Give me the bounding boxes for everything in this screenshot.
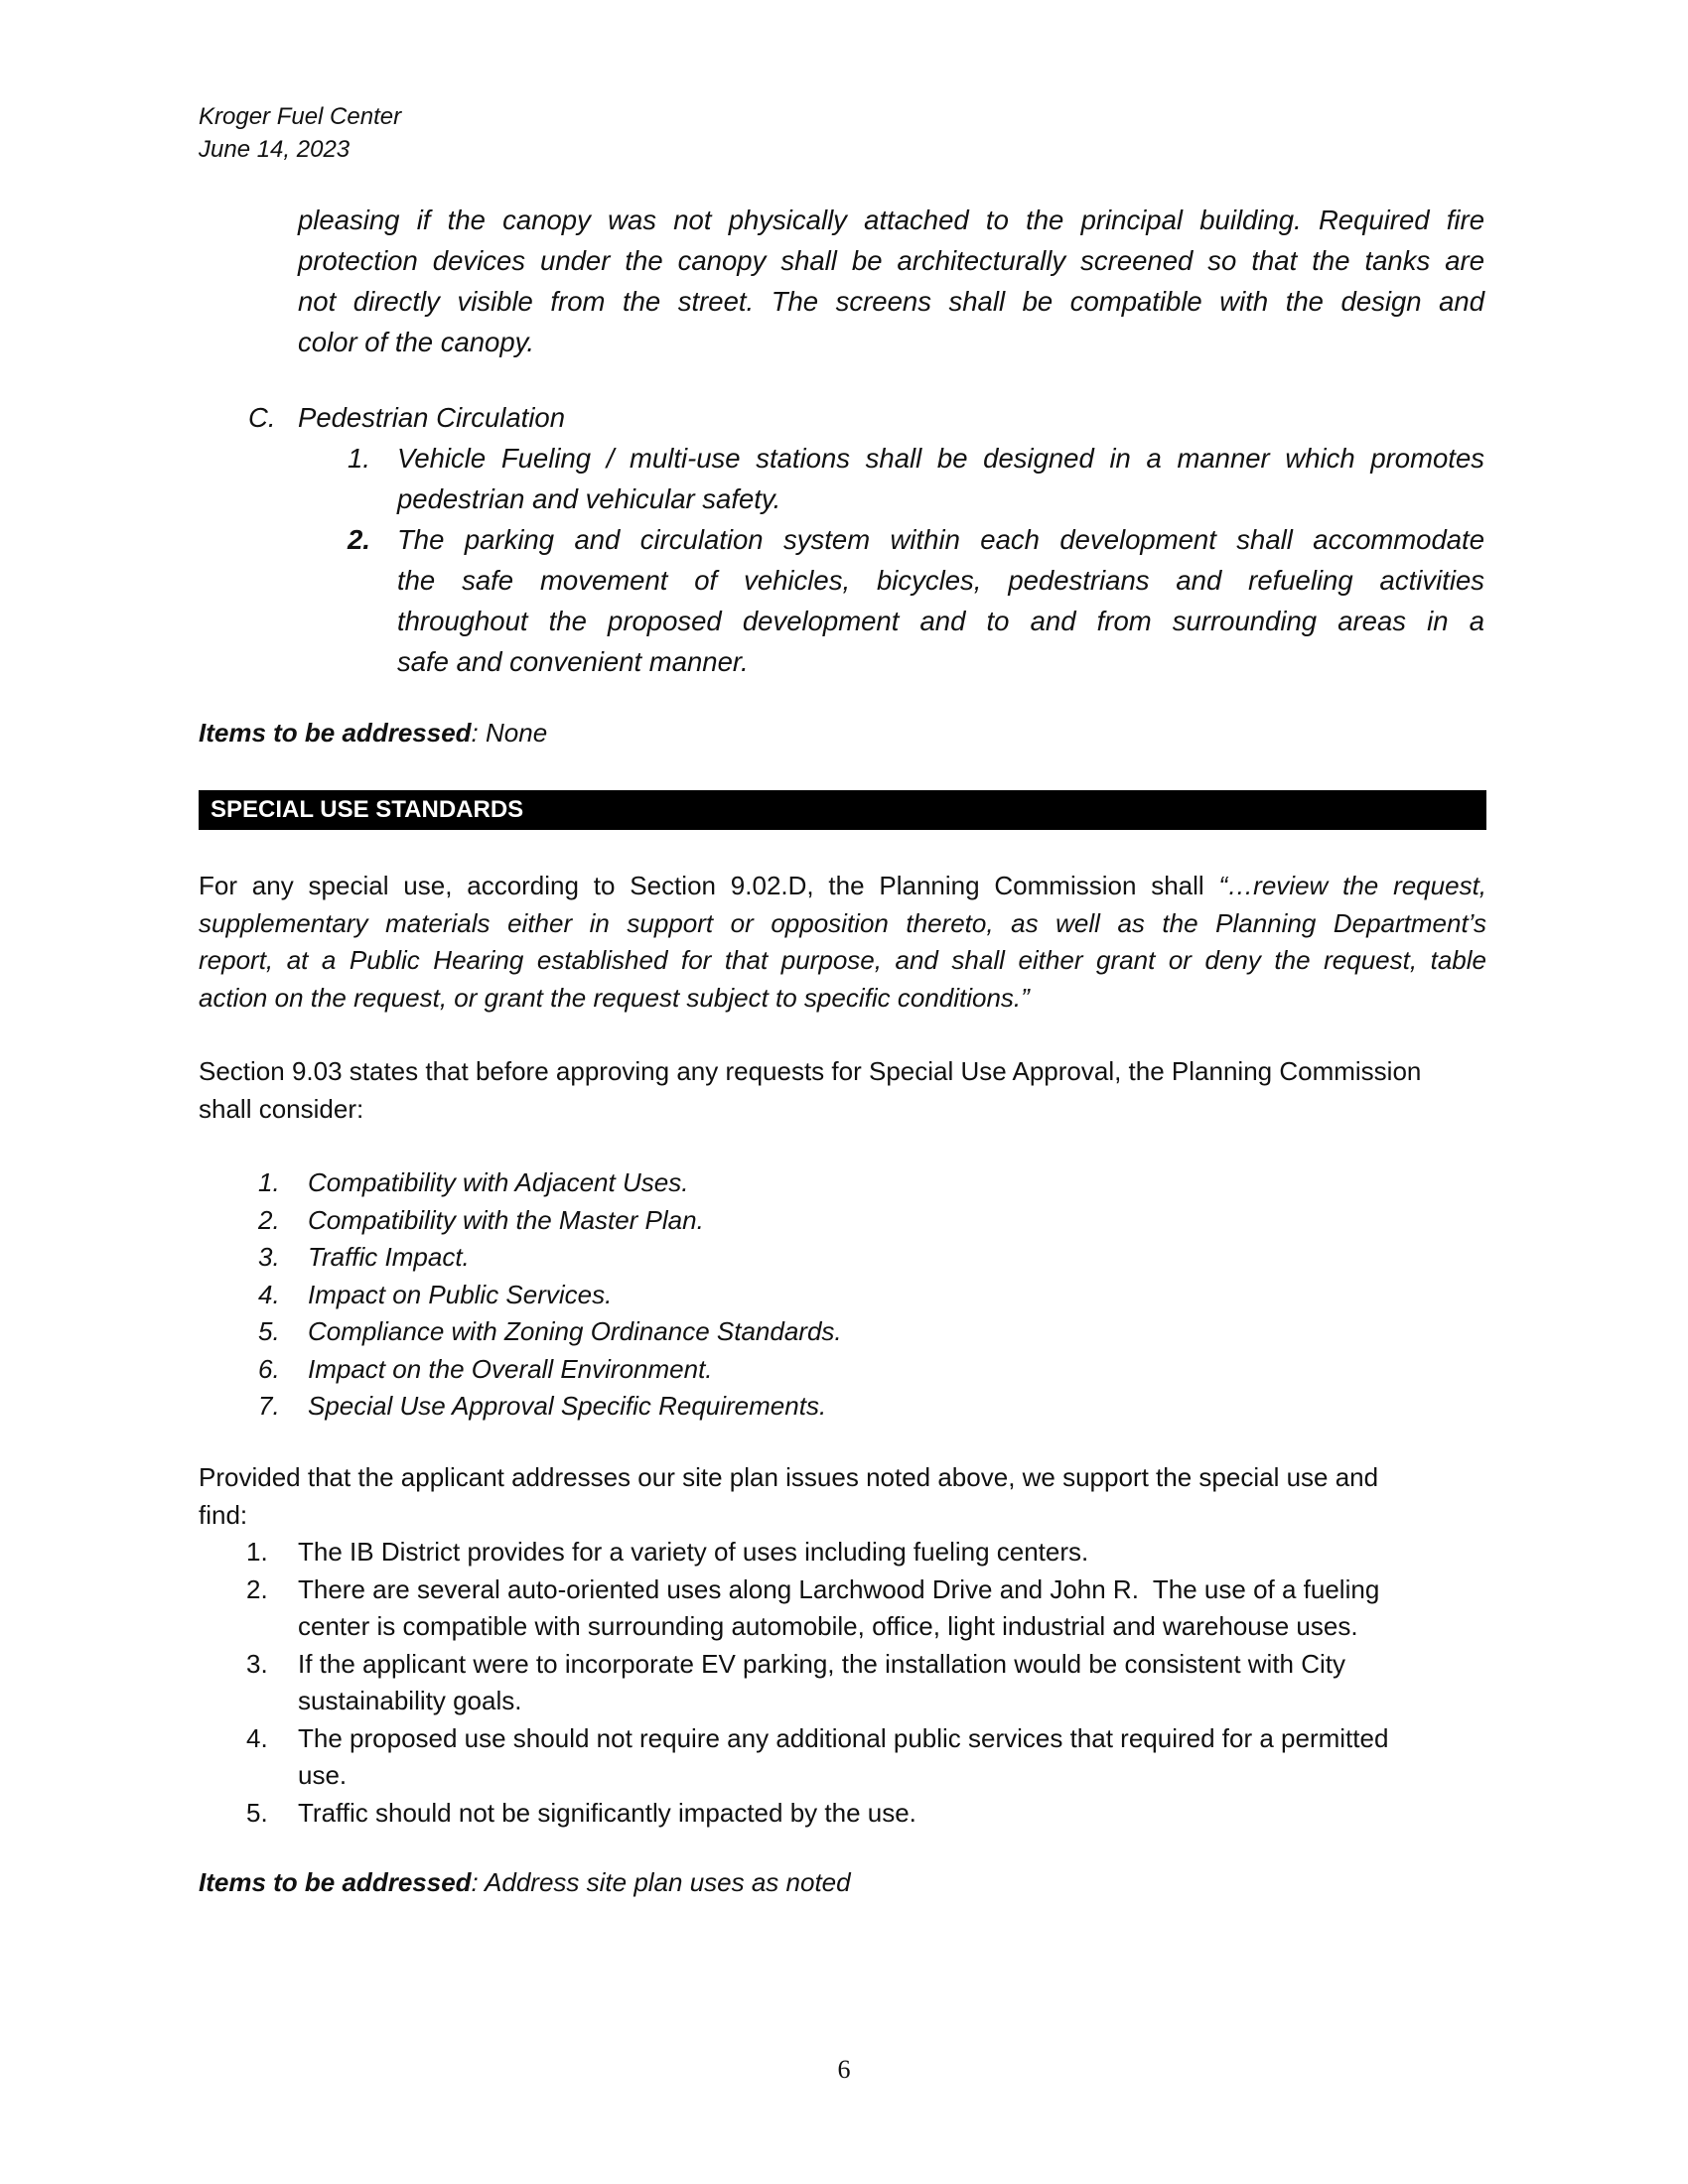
text-line: safe and convenient manner. [397, 646, 749, 677]
text-line: center is compatible with surrounding automobile, office, light industrial and warehouse uses. [298, 1611, 1358, 1641]
para1-quote-start: “…review the request, [1218, 871, 1487, 900]
list-text: Special Use Approval Specific Requirements. [308, 1391, 827, 1421]
text-line: find: [199, 1499, 248, 1530]
text-line: The IB District provides for a variety of uses including fueling centers. [298, 1537, 1089, 1567]
text-line [199, 868, 1486, 905]
list-item [246, 1571, 1487, 1646]
items-label: Items to be addressed [199, 1867, 472, 1897]
list-text: Impact on Public Services. [308, 1279, 613, 1309]
text-line: pedestrian and vehicular safety. [397, 483, 781, 514]
text-line: Section 9.03 states that before approving any requests for Special Use Approval, the Planning Commission [199, 1056, 1422, 1086]
text-line: use. [298, 1760, 348, 1790]
list-num: 1. [246, 1537, 268, 1567]
list-num: 3. [246, 1648, 268, 1679]
considerations-list [258, 1164, 842, 1426]
text-line: supplementary materials either in support or opposition thereto, as well as the Planning Department’s [199, 907, 1486, 938]
section-9-03-paragraph [199, 1053, 1486, 1128]
list-text: Compliance with Zoning Ordinance Standards. [308, 1316, 842, 1346]
text-line: not directly visible from the street. The screens shall be compatible with the design and [298, 286, 1484, 317]
text-line: If the applicant were to incorporate EV parking, the installation would be consistent with City [298, 1648, 1346, 1679]
list-item [258, 1202, 842, 1240]
text-line: Provided that the applicant addresses our site plan issues noted above, we support the special use and [199, 1462, 1379, 1492]
text-line: protection devices under the canopy shall be architecturally screened so that the tanks are [298, 245, 1484, 276]
list-num: 2. [246, 1573, 268, 1604]
section-c-item2 [397, 519, 1484, 682]
items-value: : Address site plan uses as noted [471, 1867, 851, 1897]
list-item [258, 1239, 842, 1277]
section-c-item2-num: 2. [348, 524, 370, 555]
list-item [258, 1277, 842, 1314]
list-text: Compatibility with the Master Plan. [308, 1204, 704, 1235]
items-label: Items to be addressed [199, 718, 472, 748]
text-line: sustainability goals. [298, 1686, 522, 1715]
text-line: the safe movement of vehicles, bicycles, pedestrians and refueling activities [397, 565, 1484, 596]
list-item [246, 1720, 1487, 1795]
header-project: Kroger Fuel Center [199, 103, 402, 130]
list-num: 7. [258, 1391, 280, 1421]
text-line: report, at a Public Hearing established for that purpose, and shall either grant or deny the request, table [199, 945, 1486, 975]
list-num: 1. [258, 1167, 280, 1197]
header-date: June 14, 2023 [199, 136, 351, 163]
section-9-02-paragraph [199, 868, 1486, 1017]
section-c-item1 [397, 438, 1484, 519]
items-addressed-site-plan [199, 1864, 851, 1902]
text-line: shall consider: [199, 1093, 364, 1124]
text-line: pleasing if the canopy was not physically attached to the principal building. Required fire [298, 205, 1484, 235]
section-c-title: Pedestrian Circulation [298, 402, 566, 433]
text-line: Traffic should not be significantly impacted by the use. [298, 1797, 916, 1828]
list-num: 5. [246, 1797, 268, 1828]
text-line: Vehicle Fueling / multi-use stations shall be designed in a manner which promotes [397, 443, 1484, 474]
list-text: Traffic Impact. [308, 1242, 470, 1272]
items-value: : None [471, 718, 548, 748]
section-c-letter: C. [248, 402, 276, 433]
page-number: 6 [837, 2055, 851, 2084]
list-item [246, 1646, 1487, 1720]
canopy-paragraph [298, 200, 1484, 362]
text-line: There are several auto-oriented uses along Larchwood Drive and John R. The use of a fueling [298, 1573, 1380, 1604]
text-line: action on the request, or grant the request subject to specific conditions.” [199, 982, 1030, 1013]
text-line: The parking and circulation system within each development shall accommodate [397, 524, 1484, 555]
findings-list [246, 1534, 1487, 1832]
items-addressed-none [199, 715, 547, 752]
findings-intro-paragraph [199, 1459, 1486, 1534]
list-text: Compatibility with Adjacent Uses. [308, 1167, 689, 1197]
list-num: 6. [258, 1353, 280, 1384]
list-num: 4. [246, 1722, 268, 1753]
list-item [246, 1534, 1487, 1571]
text-line: throughout the proposed development and to and from surrounding areas in a [397, 606, 1484, 636]
list-num: 5. [258, 1316, 280, 1346]
list-num: 2. [258, 1204, 280, 1235]
list-item [258, 1351, 842, 1389]
list-text: Impact on the Overall Environment. [308, 1353, 713, 1384]
list-item [258, 1388, 842, 1426]
para1-plain: For any special use, according to Section 9.02.D, the Planning Commission shall [199, 871, 1219, 900]
text-line: The proposed use should not require any additional public services that required for a permitted [298, 1722, 1389, 1753]
section-c-item1-num: 1. [348, 443, 370, 474]
list-item [246, 1795, 1487, 1833]
list-num: 4. [258, 1279, 280, 1309]
special-use-standards-banner: SPECIAL USE STANDARDS [199, 790, 1486, 830]
list-item [258, 1313, 842, 1351]
list-item [258, 1164, 842, 1202]
text-line: color of the canopy. [298, 327, 534, 357]
list-num: 3. [258, 1242, 280, 1272]
